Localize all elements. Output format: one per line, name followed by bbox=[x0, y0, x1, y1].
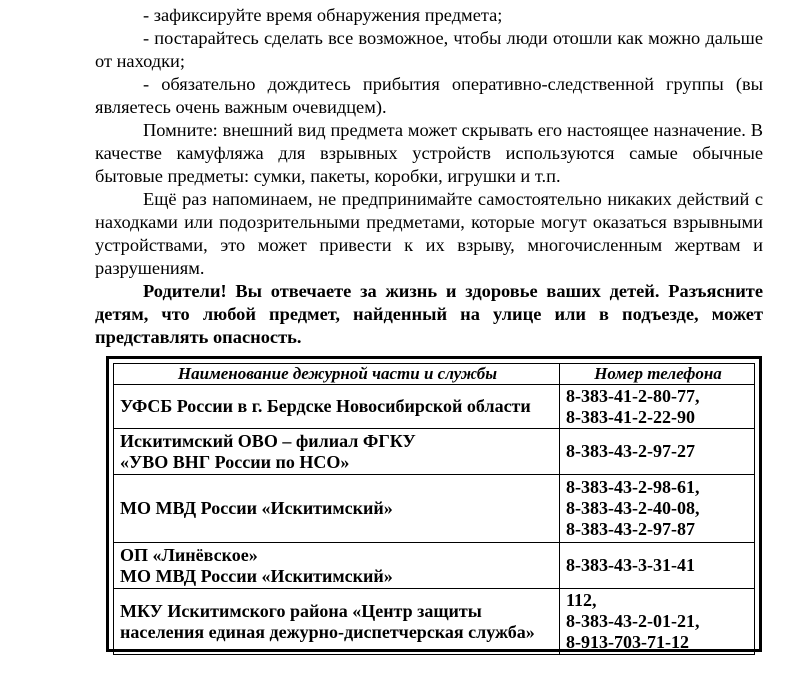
document-body bbox=[95, 4, 763, 349]
service-name bbox=[114, 429, 560, 475]
service-name-line: МО МВД России «Искитимский» bbox=[120, 565, 393, 586]
emergency-contacts-table-frame bbox=[106, 356, 762, 652]
phone-numbers bbox=[560, 475, 755, 543]
table-row bbox=[114, 429, 755, 475]
phone-numbers bbox=[560, 543, 755, 589]
phone-number: 8-383-43-2-01-21, bbox=[566, 611, 700, 631]
table-header-row bbox=[114, 364, 755, 385]
service-name-line: Искитимский ОВО – филиал ФГКУ bbox=[120, 430, 416, 451]
phone-number: 8-383-43-2-98-61, bbox=[566, 477, 700, 497]
header-service: Наименование дежурной части и службы bbox=[114, 364, 560, 385]
phone-number: 8-383-43-2-40-08, bbox=[566, 498, 700, 518]
phone-number: 112, bbox=[566, 590, 597, 610]
phone-number: 8-383-43-3-31-41 bbox=[566, 555, 695, 575]
phone-number: 8-913-703-71-12 bbox=[566, 632, 689, 652]
emergency-contacts-table bbox=[113, 363, 755, 655]
service-name bbox=[114, 385, 560, 429]
table-row bbox=[114, 543, 755, 589]
header-phone: Номер телефона bbox=[560, 364, 755, 385]
service-name-line: населения единая дежурно-диспетчерская служба» bbox=[120, 621, 535, 642]
table-row bbox=[114, 475, 755, 543]
parents-warning: Родители! Вы отвечаете за жизнь и здоровье ваших детей. Разъясните детям, что любой предмет, найденный на улице или в подъезде, может представлять опасность. bbox=[95, 281, 763, 347]
service-name-line: МО МВД России «Искитимский» bbox=[120, 498, 393, 518]
service-name-line: УФСБ России в г. Бердске Новосибирской области bbox=[120, 396, 531, 416]
phone-number: 8-383-43-2-97-87 bbox=[566, 519, 695, 539]
service-name-line: МКУ Искитимского района «Центр защиты bbox=[120, 600, 482, 621]
service-name-line: ОП «Линёвское» bbox=[120, 544, 258, 565]
phone-numbers bbox=[560, 385, 755, 429]
table-row bbox=[114, 589, 755, 655]
table-row bbox=[114, 385, 755, 429]
phone-number: 8-383-43-2-97-27 bbox=[566, 441, 695, 461]
instruction-wait: - обязательно дождитесь прибытия оперативно-следственной группы (вы являетесь очень важным очевидцем). bbox=[95, 74, 763, 117]
service-name-line: «УВО ВНГ России по НСО» bbox=[120, 451, 350, 472]
instruction-time: - зафиксируйте время обнаружения предмета; bbox=[143, 5, 503, 25]
paragraph-reminder: Ещё раз напоминаем, не предпринимайте самостоятельно никаких действий с находками или подозрительными предметами, которые могут оказаться взрывными устройствами, это может привести к их взрыву, многочисленным жертвам и разрушениям. bbox=[95, 189, 763, 278]
phone-number: 8-383-41-2-22-90 bbox=[566, 406, 695, 427]
service-name bbox=[114, 543, 560, 589]
service-name bbox=[114, 589, 560, 655]
phone-number: 8-383-41-2-80-77, bbox=[566, 385, 700, 406]
phone-numbers bbox=[560, 429, 755, 475]
service-name bbox=[114, 475, 560, 543]
instruction-distance: - постарайтесь сделать все возможное, чтобы люди отошли как можно дальше от находки; bbox=[95, 28, 763, 71]
phone-numbers bbox=[560, 589, 755, 655]
paragraph-camouflage: Помните: внешний вид предмета может скрывать его настоящее назначение. В качестве камуфляжа для взрывных устройств используются самые обычные бытовые предметы: сумки, пакеты, коробки, игрушки и т.п. bbox=[95, 120, 763, 186]
